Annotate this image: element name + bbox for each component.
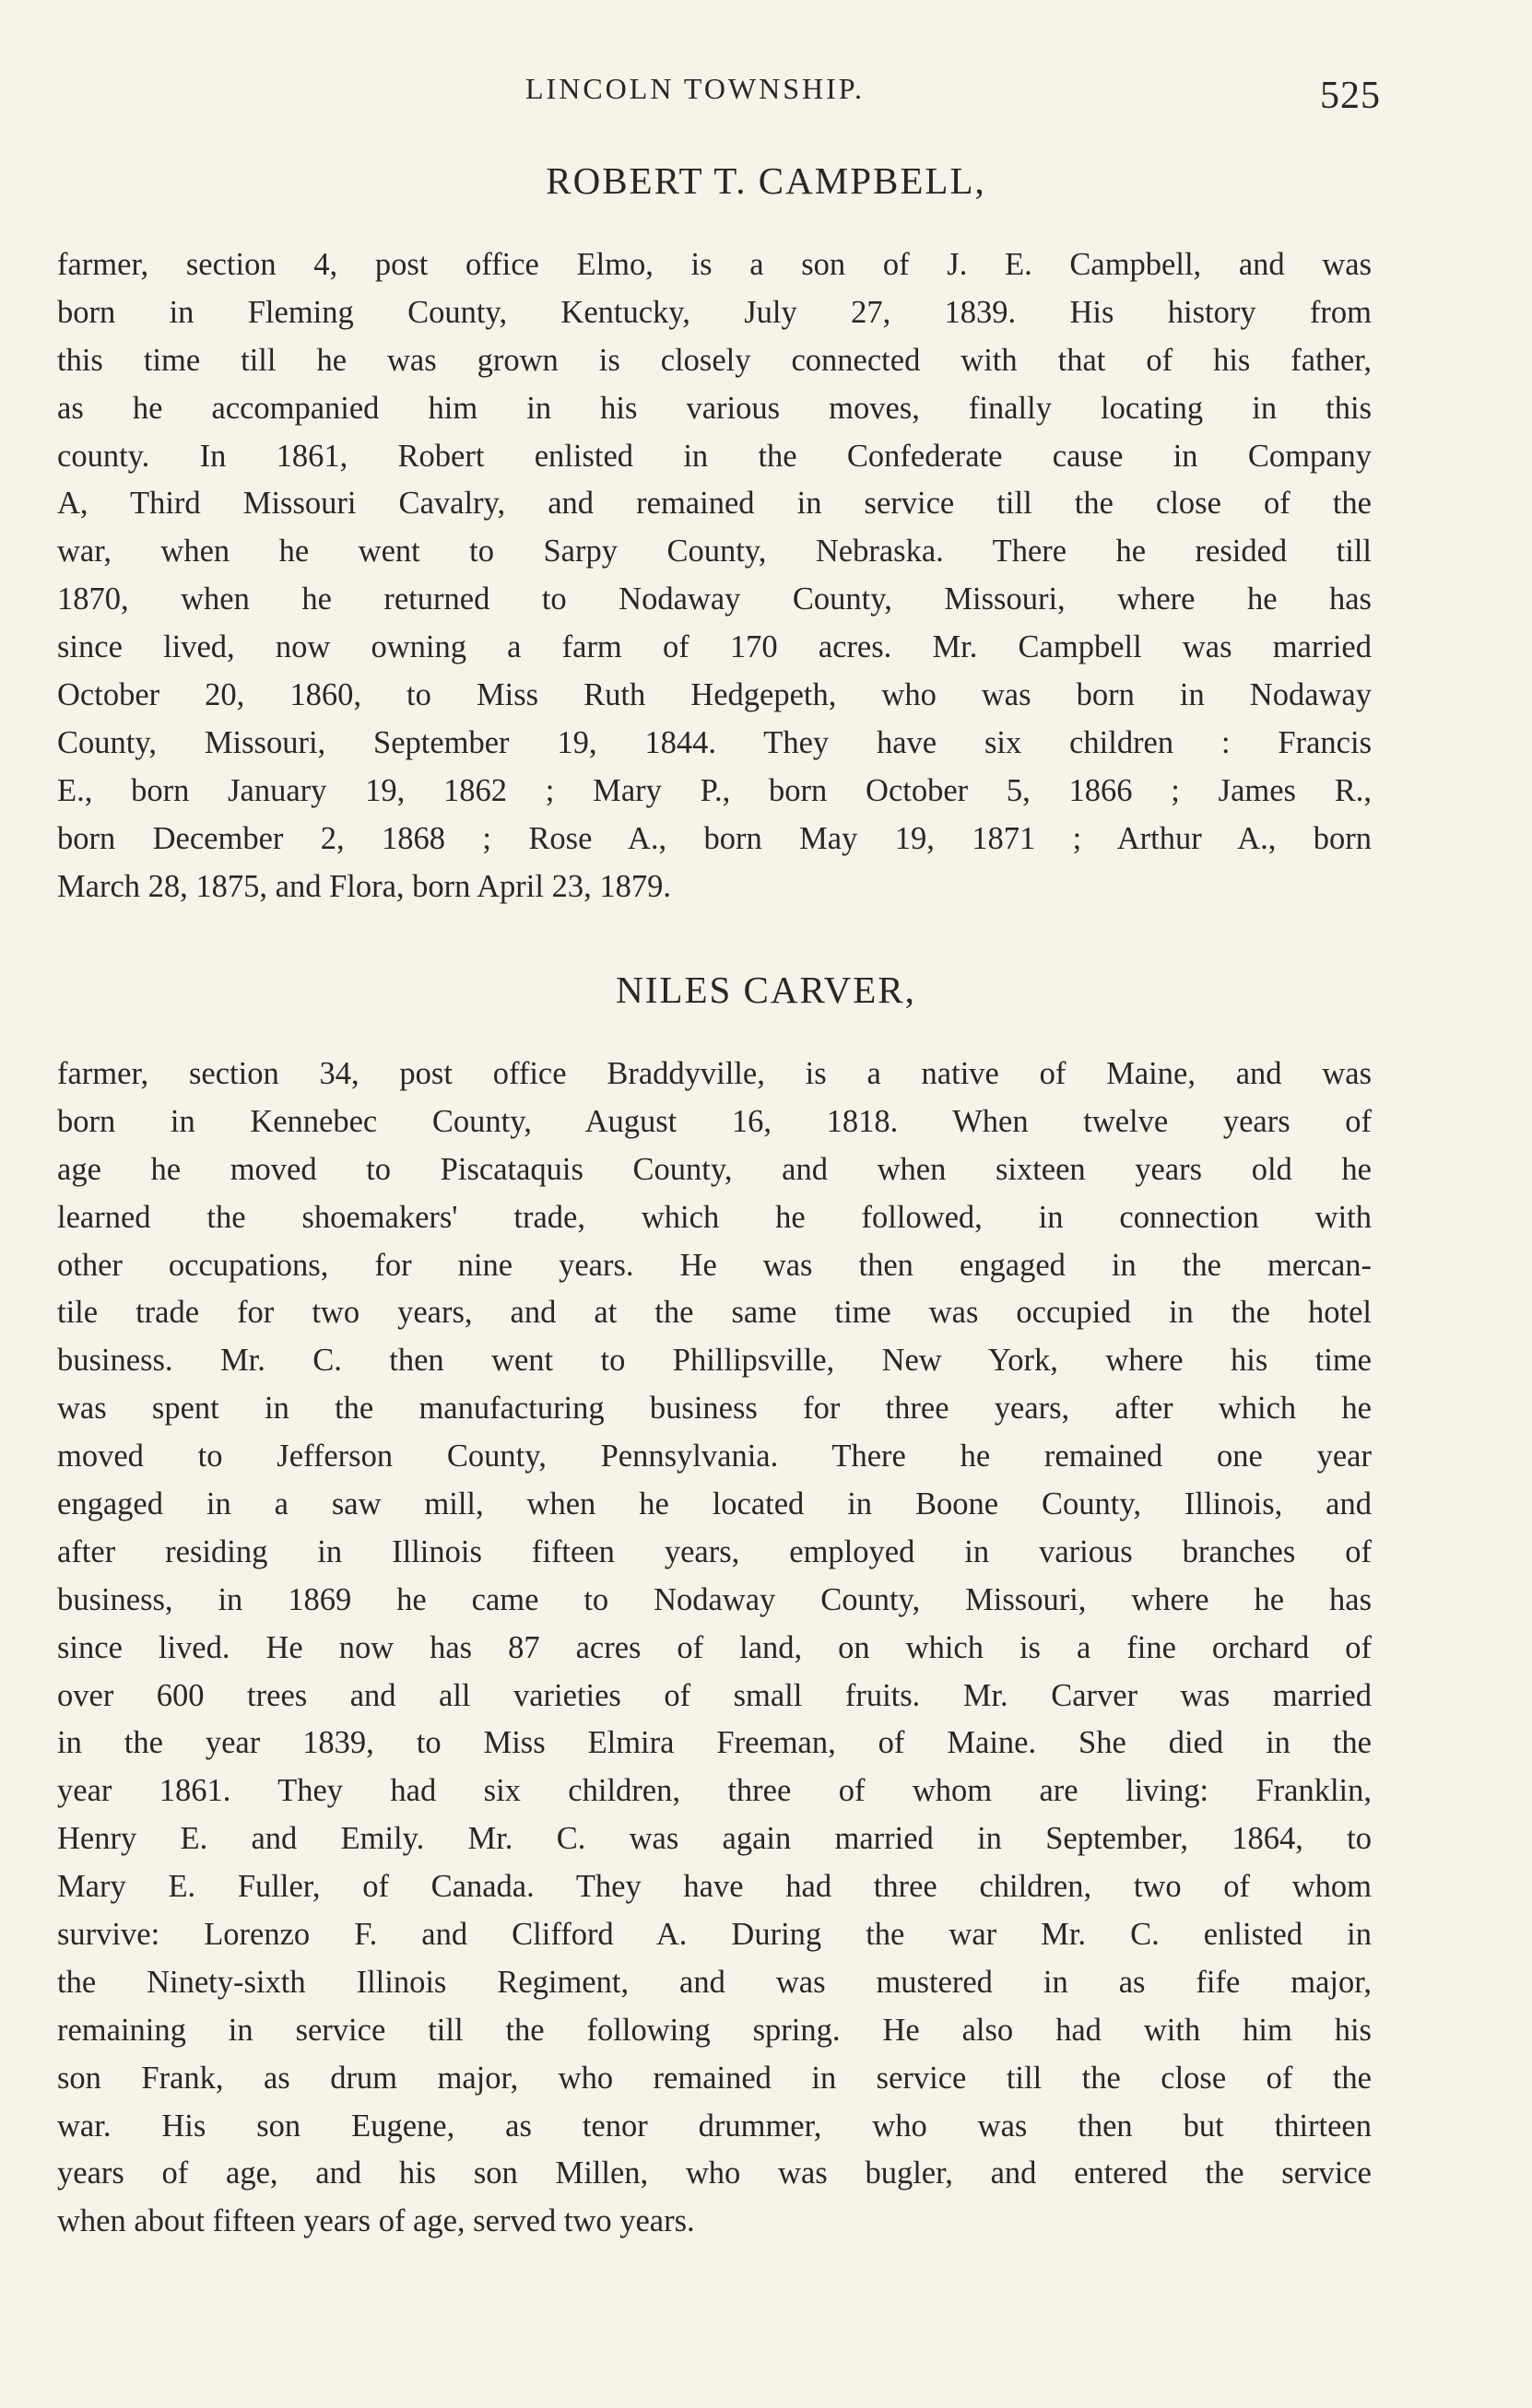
body-text-line: born December 2, 1868 ; Rose A., born May 19, 1871 ; Arthur A., born xyxy=(57,820,1372,856)
body-text-line: County, Missouri, September 19, 1844. They have six children : Francis xyxy=(57,724,1372,760)
entry-heading-carver: NILES CARVER, xyxy=(616,969,916,1011)
body-text-line: moved to Jefferson County, Pennsylvania. There he remained one year xyxy=(57,1439,1372,1474)
body-text-line: since lived. He now has 87 acres of land, on which is a fine orchard of xyxy=(57,1629,1372,1665)
body-text-line: Mary E. Fuller, of Canada. They have had three children, two of whom xyxy=(57,1869,1372,1905)
body-text-line: 1870, when he returned to Nodaway County, Missouri, where he has xyxy=(57,581,1372,617)
body-text-line: son Frank, as drum major, who remained in service till the close of the xyxy=(57,2060,1372,2096)
body-text-line: year 1861. They had six children, three of whom are living: Franklin, xyxy=(57,1773,1372,1809)
body-text-line: A, Third Missouri Cavalry, and remained in service till the close of the xyxy=(57,486,1372,522)
body-text-line: since lived, now owning a farm of 170 acres. Mr. Campbell was married xyxy=(57,629,1372,665)
body-text-line: the Ninety-sixth Illinois Regiment, and was mustered in as fife major, xyxy=(57,1964,1372,2000)
entry-body-carver xyxy=(57,1051,1372,2246)
entry-body-campbell xyxy=(57,241,1372,910)
body-text-line: born in Fleming County, Kentucky, July 27, 1839. His history from xyxy=(57,294,1372,330)
body-text-line: over 600 trees and all varieties of small fruits. Mr. Carver was married xyxy=(57,1677,1372,1713)
body-text-line: business, in 1869 he came to Nodaway County, Missouri, where he has xyxy=(57,1581,1372,1617)
page-number: 525 xyxy=(1320,75,1381,117)
body-text-line: farmer, section 4, post office Elmo, is a son of J. E. Campbell, and was xyxy=(57,247,1372,282)
body-text-line: business. Mr. C. then went to Phillipsville, New York, where his time xyxy=(57,1343,1372,1379)
body-text-line: Henry E. and Emily. Mr. C. was again married in September, 1864, to xyxy=(57,1821,1372,1857)
body-text-line: when about fifteen years of age, served two years. xyxy=(57,2203,695,2239)
body-text-line: remaining in service till the following spring. He also had with him his xyxy=(57,2012,1372,2048)
body-text-line: E., born January 19, 1862 ; Mary P., born October 5, 1866 ; James R., xyxy=(57,772,1372,808)
body-text-line: other occupations, for nine years. He was then engaged in the mercan- xyxy=(57,1247,1372,1283)
body-text-line: October 20, 1860, to Miss Ruth Hedgepeth, who was born in Nodaway xyxy=(57,677,1372,713)
body-text-line: this time till he was grown is closely connected with that of his father, xyxy=(57,342,1372,378)
body-text-line: born in Kennebec County, August 16, 1818. When twelve years of xyxy=(57,1103,1372,1139)
body-text-line: survive: Lorenzo F. and Clifford A. During the war Mr. C. enlisted in xyxy=(57,1917,1372,1953)
entry-heading-campbell: ROBERT T. CAMPBELL, xyxy=(546,159,986,202)
body-text-line: war, when he went to Sarpy County, Nebraska. There he resided till xyxy=(57,534,1372,570)
body-text-line: learned the shoemakers' trade, which he followed, in connection with xyxy=(57,1199,1372,1235)
body-text-line: engaged in a saw mill, when he located in Boone County, Illinois, and xyxy=(57,1486,1372,1522)
body-text-line: age he moved to Piscataquis County, and when sixteen years old he xyxy=(57,1151,1372,1187)
body-text-line: March 28, 1875, and Flora, born April 23, 1879. xyxy=(57,868,671,904)
body-text-line: tile trade for two years, and at the same time was occupied in the hotel xyxy=(57,1295,1372,1331)
body-text-line: farmer, section 34, post office Braddyville, is a native of Maine, and was xyxy=(57,1056,1372,1091)
body-text-line: war. His son Eugene, as tenor drummer, who was then but thirteen xyxy=(57,2108,1372,2144)
body-text-line: in the year 1839, to Miss Elmira Freeman, of Maine. She died in the xyxy=(57,1725,1372,1761)
body-text-line: after residing in Illinois fifteen years, employed in various branches of xyxy=(57,1533,1372,1569)
running-head xyxy=(0,72,1532,118)
body-text-line: was spent in the manufacturing business for three years, after which he xyxy=(57,1391,1372,1427)
running-title: LINCOLN TOWNSHIP. xyxy=(525,72,866,105)
body-text-line: years of age, and his son Millen, who was bugler, and entered the service xyxy=(57,2155,1372,2191)
body-text-line: as he accompanied him in his various moves, finally locating in this xyxy=(57,390,1372,426)
body-text-line: county. In 1861, Robert enlisted in the Confederate cause in Company xyxy=(57,438,1372,474)
